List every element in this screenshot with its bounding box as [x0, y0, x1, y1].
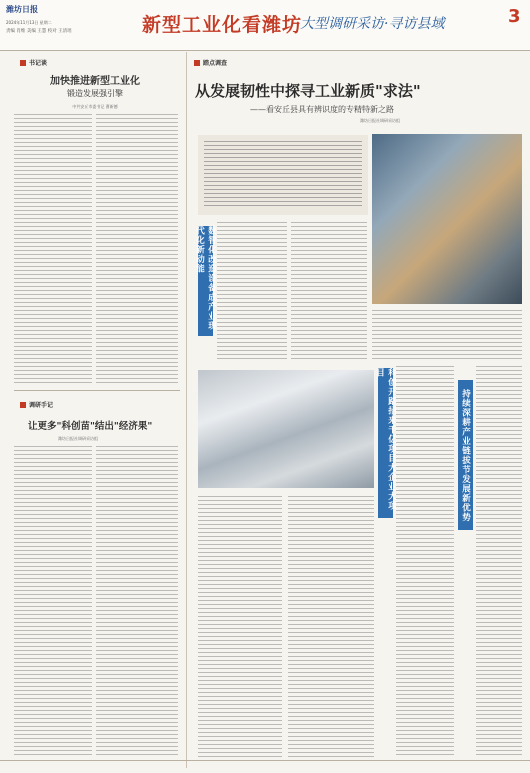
band1-text-a — [217, 222, 287, 362]
notes-byline: 潍坊日报社调研采访组 — [58, 436, 98, 441]
section-label-notes: 调研手记 — [20, 400, 53, 409]
article-headline-line1: 加快推进新型工业化 — [50, 76, 140, 87]
notes-text-col1 — [14, 446, 92, 758]
page-number: 3 — [508, 6, 521, 27]
article-text-col2 — [96, 114, 178, 384]
special-subtitle: 大型调研采访·寻访县域 — [300, 16, 445, 32]
article-text-col1 — [14, 114, 92, 384]
notes-headline: 让更多"科创苗"结出"经济果" — [28, 421, 153, 432]
intro-text — [204, 141, 362, 209]
divider — [14, 390, 180, 391]
section-band-2: 科创开路招来千亿项目大企业大项目 — [378, 368, 393, 518]
paper-name: 潍坊日报 — [6, 5, 38, 14]
lower-text-a — [198, 496, 282, 758]
lower-text-b — [288, 496, 374, 758]
band2-text — [396, 366, 454, 756]
date-line: 2024年11月13日 星期二 — [6, 20, 52, 25]
masthead — [0, 0, 530, 51]
factory-photo — [372, 134, 522, 304]
band3-text — [476, 366, 522, 756]
feature-byline: 潍坊日报社调研采访组 — [360, 118, 400, 123]
article-byline: 中共安丘市委书记 曹新德 — [72, 104, 118, 109]
article-headline-line2: 锻造发展强引擎 — [67, 89, 123, 98]
workshop-photo — [198, 370, 374, 488]
column-divider — [186, 52, 187, 768]
section-band-1: 数智化改造设备成产业现代化新动能 — [198, 226, 213, 336]
section-label-survey: 踏点调查 — [194, 58, 227, 67]
photo-side-text — [372, 310, 522, 362]
intro-box — [198, 135, 368, 215]
edition-line: 责编 肖维 美编 王慧 校对 王清瑶 — [6, 29, 72, 34]
notes-text-col2 — [96, 446, 178, 758]
section-label-shuji: 书记谈 — [20, 58, 47, 67]
band1-text-b — [291, 222, 367, 362]
footer-rule — [0, 760, 530, 761]
section-band-3: 持续深耕产业链拔节发展新优势 — [458, 380, 473, 530]
feature-subheadline: ——看安丘县具有辨识度的专精特新之路 — [250, 105, 394, 114]
feature-headline: 从发展韧性中探寻工业新质"求法" — [195, 82, 421, 100]
special-title: 新型工业化看潍坊 — [142, 14, 303, 36]
